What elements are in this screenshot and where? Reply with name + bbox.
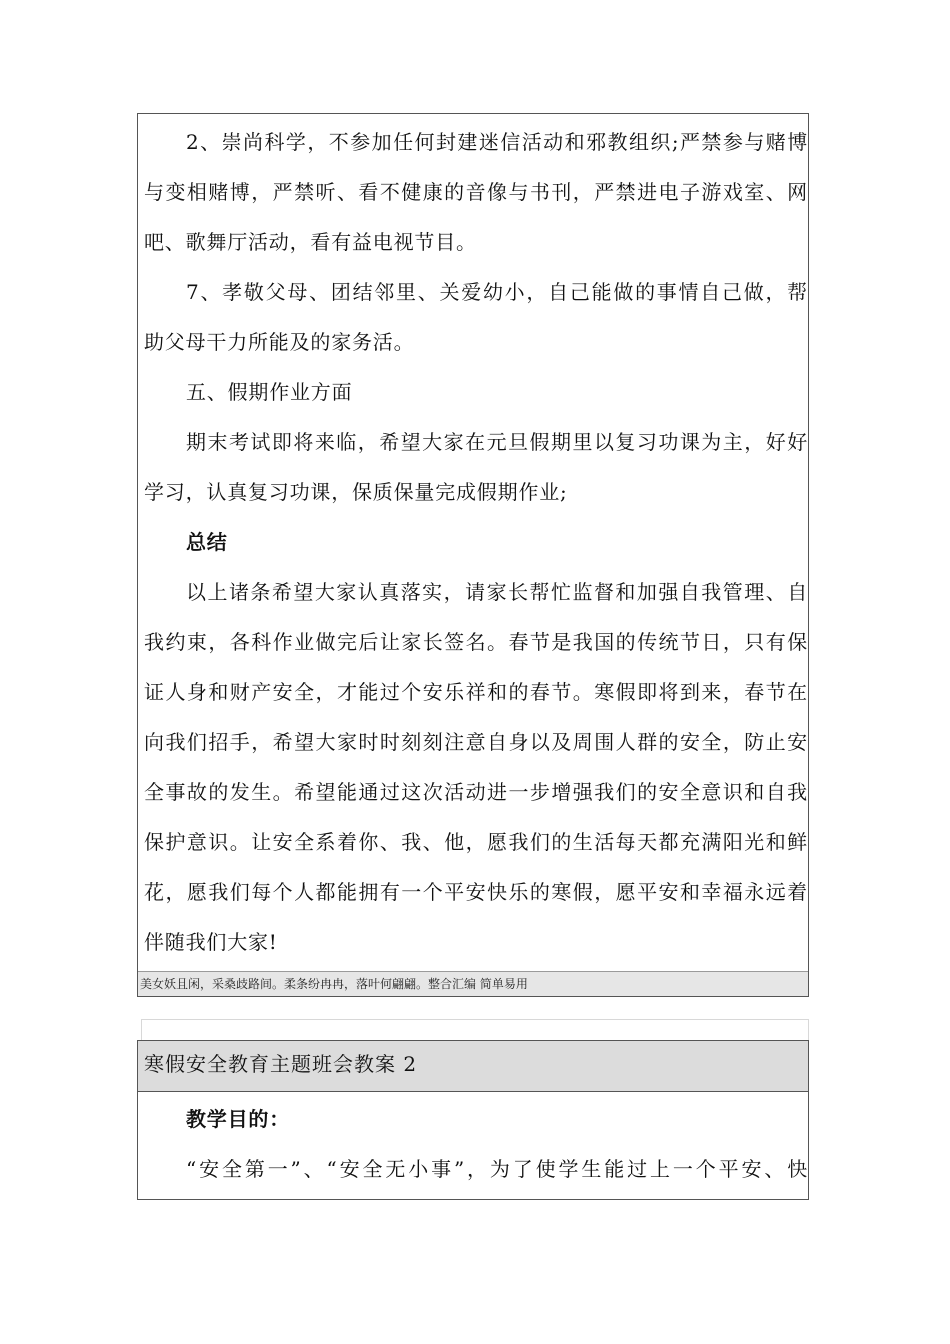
text-line: 2、崇尚科学，不参加任何封建迷信活动和邪教组织;严禁参与赌博: [186, 130, 808, 154]
text-line: 7、孝敬父母、团结邻里、关爱幼小，自己能做的事情自己做，帮: [186, 280, 808, 304]
text-line: 全事故的发生。希望能通过这次活动进一步增强我们的安全意识和自我: [144, 780, 808, 804]
text-line: 保护意识。让安全系着你、我、他，愿我们的生活每天都充满阳光和鲜: [144, 830, 808, 854]
goal-heading: 教学目的：: [186, 1107, 290, 1131]
paragraph-item-2: [144, 117, 808, 267]
text-line: 花，愿我们每个人都能拥有一个平安快乐的寒假，愿平安和幸福永远着: [144, 880, 808, 904]
paragraph-homework: [144, 417, 808, 517]
text-line: 与变相赌博，严禁听、看不健康的音像与书刊，严禁进电子游戏室、网: [144, 180, 808, 204]
lesson-title: 寒假安全教育主题班会教案 2: [138, 1041, 808, 1092]
paragraph-summary: [144, 567, 808, 967]
text-line: 伴随我们大家!: [144, 930, 278, 954]
paragraph-goal: [144, 1144, 808, 1194]
footer-note: 美女妖且闲，采桑歧路间。柔条纷冉冉，落叶何翩翩。整合汇编 简单易用: [138, 971, 808, 996]
text-line: 证人身和财产安全，才能过个安乐祥和的春节。寒假即将到来，春节在: [144, 680, 808, 704]
text-line: 学习，认真复习功课，保质保量完成假期作业;: [144, 480, 568, 504]
text-line: 向我们招手，希望大家时时刻刻注意自身以及周围人群的安全，防止安: [144, 730, 808, 754]
text-line: 助父母干力所能及的家务活。: [144, 330, 415, 354]
summary-heading: 总结: [186, 530, 228, 554]
divider-strip: [141, 1019, 809, 1041]
text-line: 以上诸条希望大家认真落实，请家长帮忙监督和加强自我管理、自: [186, 580, 808, 604]
text-line: 期末考试即将来临，希望大家在元旦假期里以复习功课为主，好好: [186, 430, 808, 454]
section-heading-homework: 五、假期作业方面: [186, 380, 353, 404]
text-line: “安全第一”、“安全无小事”，为了使学生能过上一个平安、快: [186, 1157, 808, 1181]
content-box-2: [137, 1040, 809, 1200]
paragraph-item-7: [144, 267, 808, 367]
text-line: 吧、歌舞厅活动，看有益电视节目。: [144, 230, 477, 254]
text-line: 我约束，各科作业做完后让家长签名。春节是我国的传统节日，只有保: [144, 630, 808, 654]
content-box-1: [137, 113, 809, 997]
